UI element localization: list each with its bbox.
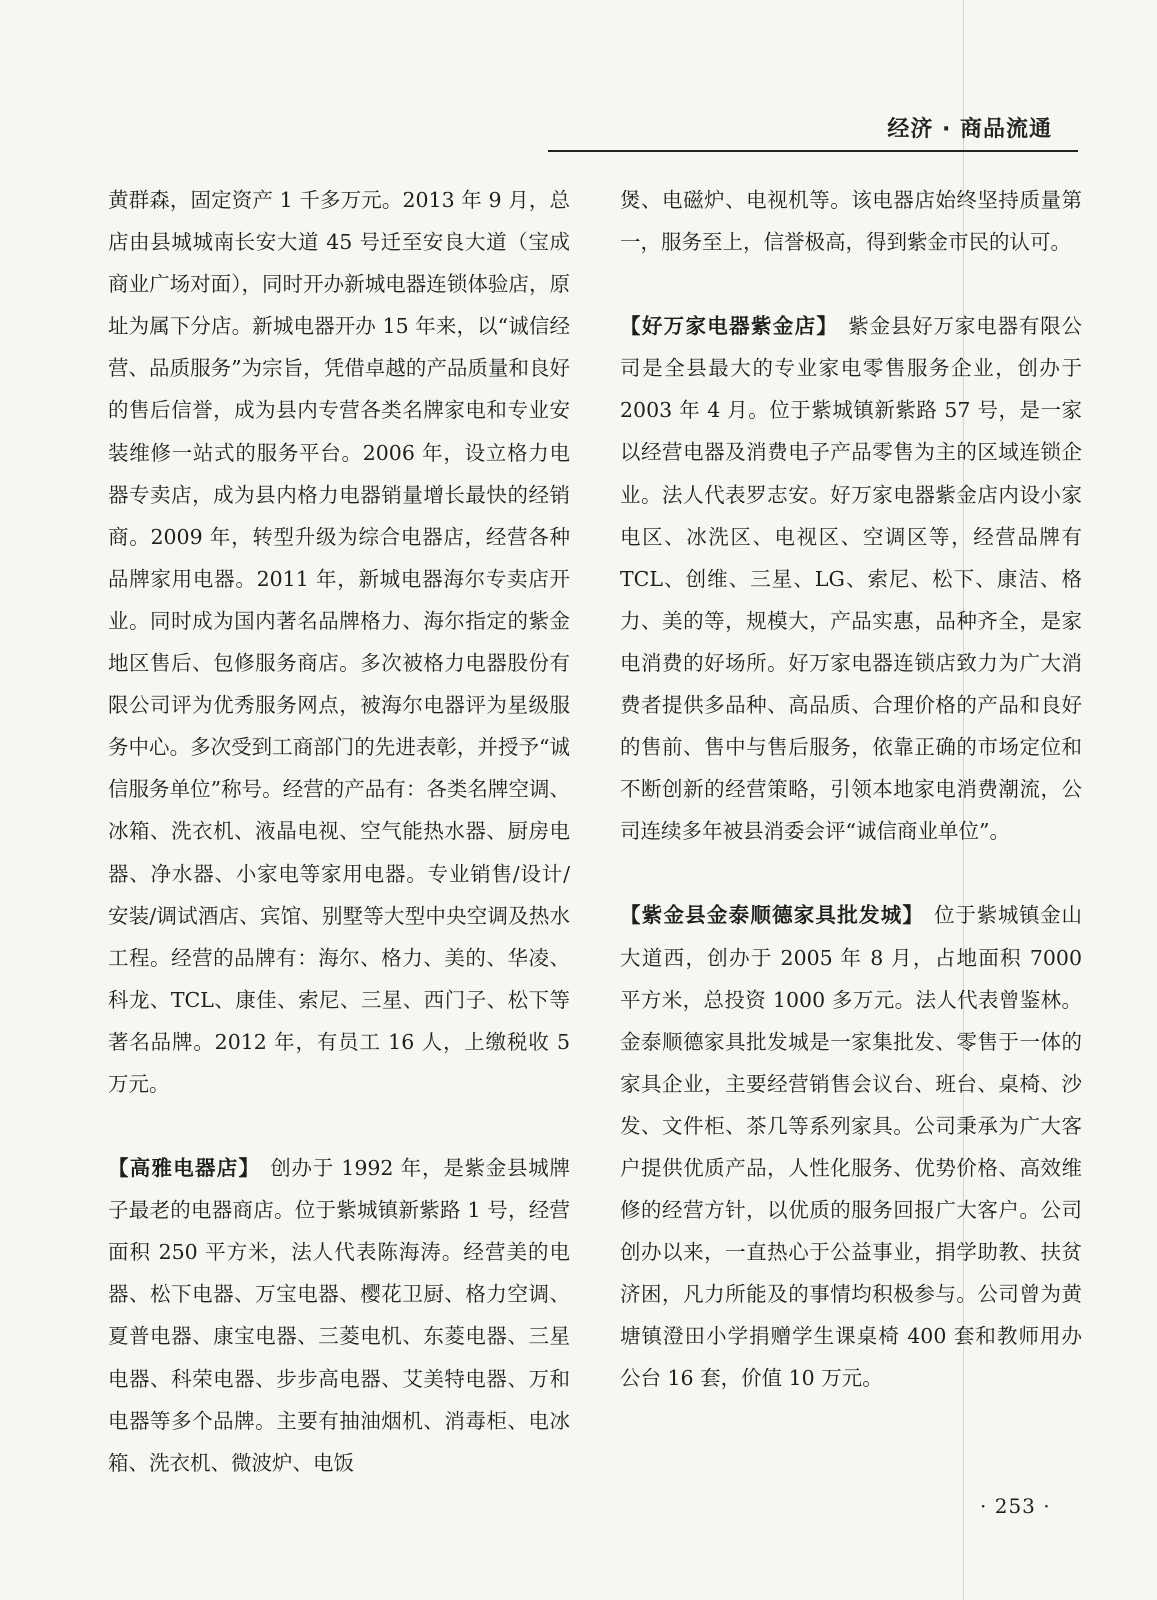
entry-gaoya <box>108 1147 570 1484</box>
entry-title-jintai: 【紫金县金泰顺德家具批发城】 <box>620 903 925 928</box>
entry-text-haowanjia: 紫金县好万家电器有限公司是全县最大的专业家电零售服务企业，创办于 2003 年 4 月。位于紫城镇新紫路 57 号，是一家以经营电器及消费电子产品零售为主的区域连锁企业。法人代表罗志安。好万家电器紫金店内设小家电区、冰洗区、电视区、空调区等，经营品牌有 TCL、创维、三星、LG、索尼、松下、康洁、格力、美的等，规模大，产品实惠，品种齐全，是家电消费的好场所。好万家电器连锁店致力为广大消费者提供多品种、高品质、合理价格的产品和良好的售前、售中与售后服务，依靠正确的市场定位和不断创新的经营策略，引领本地家电消费潮流，公司连续多年被县消委会评“诚信商业单位”。 <box>620 314 1082 844</box>
header-rule <box>548 150 1078 152</box>
paragraph-gaoya-continued: 煲、电磁炉、电视机等。该电器店始终坚持质量第一，服务至上，信誉极高，得到紫金市民的认可。 <box>620 188 1082 255</box>
running-header <box>548 108 1078 152</box>
page-number: · 253 · <box>980 1494 1051 1518</box>
section-title: 经济 · 商品流通 <box>887 117 1052 142</box>
entry-jintai <box>620 894 1082 1399</box>
entry-title-haowanjia: 【好万家电器紫金店】 <box>620 314 839 339</box>
entry-title-gaoya: 【高雅电器店】 <box>108 1156 261 1181</box>
entry-text-jintai: 位于紫城镇金山大道西，创办于 2005 年 8 月，占地面积 7000 平方米，总投资 1000 多万元。法人代表曾鉴林。金泰顺德家具批发城是一家集批发、零售于一体的家具企业，主要经营销售会议台、班台、桌椅、沙发、文件柜、茶几等系列家具。公司秉承为广大客户提供优质产品，人性化服务、优势价格、高效维修的经营方针，以优质的服务回报广大客户。公司创办以来，一直热心于公益事业，捐学助教、扶贫济困，凡力所能及的事情均积极参与。公司曾为黄塘镇澄田小学捐赠学生课桌椅 400 套和教师用办公台 16 套，价值 10 万元。 <box>620 903 1083 1391</box>
paragraph-xincheng-continued: 黄群森，固定资产 1 千多万元。2013 年 9 月，总店由县城城南长安大道 45 号迁至安良大道（宝成商业广场对面），同时开办新城电器连锁体验店，原址为属下分店。新城电器开办 15 年来，以“诚信经营、品质服务”为宗旨，凭借卓越的产品质量和良好的售后信誉，成为县内专营各类名牌家电和专业安装维修一站式的服务平台。2006 年，设立格力电器专卖店，成为县内格力电器销量增长最快的经销商。2009 年，转型升级为综合电器店，经营各种品牌家用电器。2011 年，新城电器海尔专卖店开业。同时成为国内著名品牌格力、海尔指定的紫金地区售后、包修服务商店。多次被格力电器股份有限公司评为优秀服务网点，被海尔电器评为星级服务中心。多次受到工商部门的先进表彰，并授予“诚信服务单位”称号。经营的产品有：各类名牌空调、冰箱、洗衣机、液晶电视、空气能热水器、厨房电器、净水器、小家电等家用电器。专业销售/设计/安装/调试酒店、宾馆、别墅等大型中央空调及热水工程。经营的品牌有：海尔、格力、美的、华凌、科龙、TCL、康佳、索尼、三星、西门子、松下等著名品牌。2012 年，有员工 16 人，上缴税收 5 万元。 <box>108 188 570 1096</box>
right-column <box>620 179 1082 1400</box>
entry-text-gaoya: 创办于 1992 年，是紫金县城牌子最老的电器商店。位于紫城镇新紫路 1 号，经营面积 250 平方米，法人代表陈海涛。经营美的电器、松下电器、万宝电器、樱花卫厨、格力空调、夏普电器、康宝电器、三菱电机、东菱电器、三星电器、科荣电器、步步高电器、艾美特电器、万和电器等多个品牌。主要有抽油烟机、消毒柜、电冰箱、洗衣机、微波炉、电饭 <box>108 1156 571 1475</box>
left-column <box>108 179 570 1484</box>
entry-haowanjia <box>620 305 1082 852</box>
